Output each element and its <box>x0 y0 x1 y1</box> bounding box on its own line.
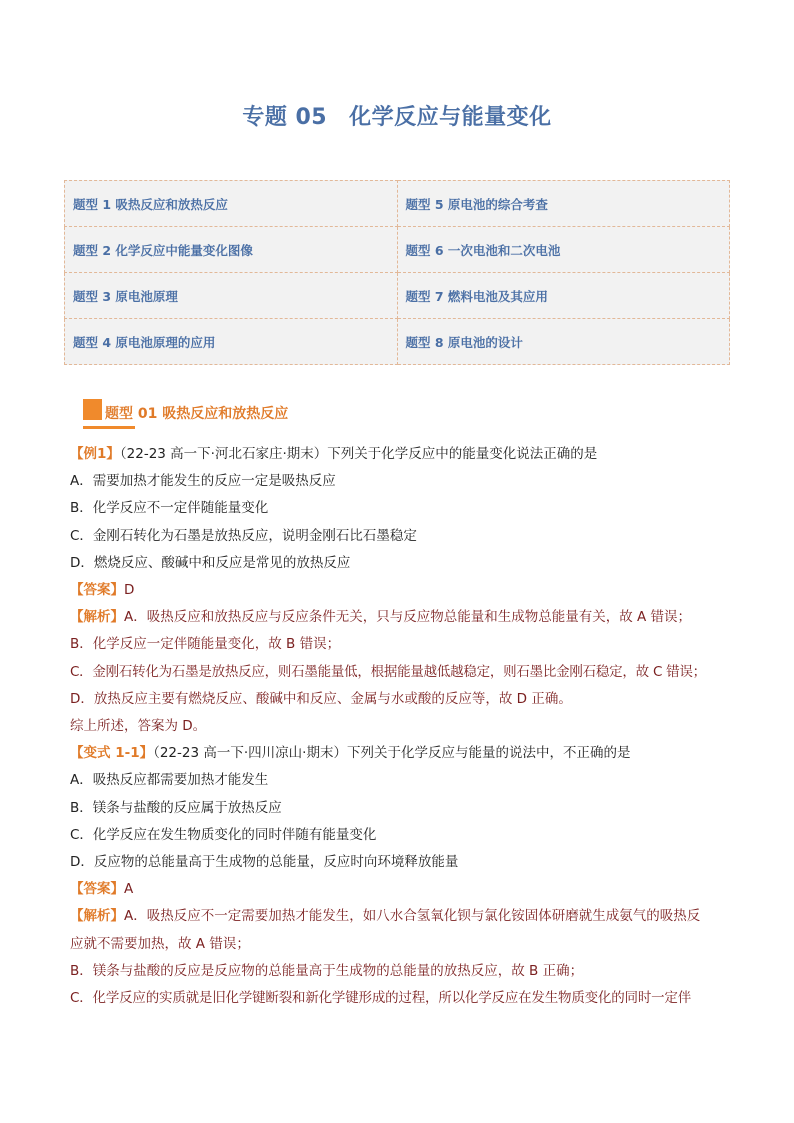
topic-cell: 题型 8 原电池的设计 <box>397 319 730 365</box>
topic-cell: 题型 1 吸热反应和放热反应 <box>65 181 398 227</box>
example-tag: 【例1】 <box>70 446 120 462</box>
topic-cell: 题型 5 原电池的综合考查 <box>397 181 730 227</box>
topic-row <box>65 273 730 319</box>
analysis-line: 应就不需要加热，故 A 错误； <box>70 935 250 952</box>
topic-row <box>65 181 730 227</box>
analysis-text: A．吸热反应和放热反应与反应条件无关，只与反应物总能量和生成物总能量有关，故 A 错误； <box>124 609 692 626</box>
title-text: 化学反应与能量变化 <box>349 105 552 130</box>
page-title <box>0 100 794 131</box>
analysis-line: C．金刚石转化为石墨是放热反应，则石墨能量低，根据能量越低越稳定，则石墨比金刚石稳定，故 C 错误； <box>70 663 706 680</box>
title-number: 专题 05 <box>242 105 328 130</box>
analysis-line: B．镁条与盐酸的反应是反应物的总能量高于生成物的总能量的放热反应，故 B 正确； <box>70 962 584 979</box>
answer-tag: 【答案】 <box>70 582 124 599</box>
section-underline <box>83 426 135 429</box>
option-a: A．吸热反应都需要加热才能发生 <box>70 772 269 789</box>
summary-line: 综上所述，答案为 D。 <box>70 718 207 735</box>
analysis-tag: 【解析】 <box>70 609 124 626</box>
stem-text: （22-23 高一下·四川凉山·期末）下列关于化学反应与能量的说法中，不正确的是 <box>153 745 631 762</box>
answer-tag: 【答案】 <box>70 881 124 898</box>
option-d: D．燃烧反应、酸碱中和反应是常见的放热反应 <box>70 554 351 571</box>
section-label: 题型 01 吸热反应和放热反应 <box>105 406 289 422</box>
answer-line <box>70 577 740 604</box>
example-1-stem <box>70 441 740 468</box>
option-b: B．镁条与盐酸的反应属于放热反应 <box>70 799 282 816</box>
option-c: C．化学反应在发生物质变化的同时伴随有能量变化 <box>70 826 377 843</box>
analysis-tag: 【解析】 <box>70 908 124 925</box>
topic-cell: 题型 3 原电池原理 <box>65 273 398 319</box>
option-c: C．金刚石转化为石墨是放热反应，说明金刚石比石墨稳定 <box>70 527 417 544</box>
option-d: D．反应物的总能量高于生成物的总能量，反应时向环境释放能量 <box>70 854 459 871</box>
analysis-line: C．化学反应的实质就是旧化学键断裂和新化学键形成的过程，所以化学反应在发生物质变化的同时一定伴 <box>70 990 692 1007</box>
topic-cell: 题型 7 燃料电池及其应用 <box>397 273 730 319</box>
question-body <box>70 441 740 1012</box>
answer-value: A <box>124 881 134 898</box>
topic-cell: 题型 4 原电池原理的应用 <box>65 319 398 365</box>
analysis-line: D．放热反应主要有燃烧反应、酸碱中和反应、金属与水或酸的反应等，故 D 正确。 <box>70 690 572 707</box>
stem-text: （22-23 高一下·河北石家庄·期末）下列关于化学反应中的能量变化说法正确的是 <box>119 446 598 462</box>
topic-cell: 题型 2 化学反应中能量变化图像 <box>65 227 398 273</box>
topic-table <box>64 180 730 365</box>
option-b: B．化学反应不一定伴随能量变化 <box>70 500 269 517</box>
answer-value: D <box>124 582 135 599</box>
analysis-line: B．化学反应一定伴随能量变化，故 B 错误； <box>70 636 341 653</box>
topic-row <box>65 227 730 273</box>
section-heading <box>83 399 343 431</box>
section-marker-icon <box>83 399 102 420</box>
variant-1-1-stem <box>70 740 740 767</box>
analysis-line <box>70 604 740 631</box>
option-a: A．需要加热才能发生的反应一定是吸热反应 <box>70 473 336 490</box>
analysis-line <box>70 903 740 930</box>
topic-row <box>65 319 730 365</box>
answer-line <box>70 876 740 903</box>
example-tag: 【变式 1-1】 <box>70 745 154 762</box>
topic-cell: 题型 6 一次电池和二次电池 <box>397 227 730 273</box>
analysis-text: A．吸热反应不一定需要加热才能发生，如八水合氢氧化钡与氯化铵固体研磨就生成氨气的吸热反 <box>124 908 701 925</box>
